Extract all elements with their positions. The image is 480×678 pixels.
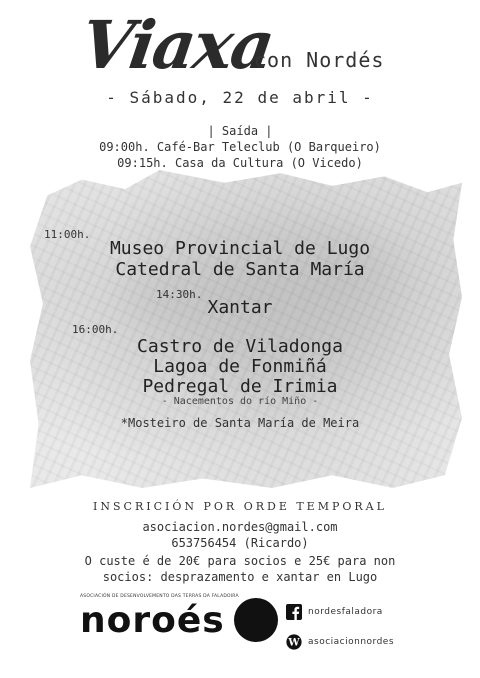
departure-line: 09:00h. Café-Bar Teleclub (O Barqueiro) bbox=[99, 140, 381, 154]
cost-line: socios: desprazamento e xantar en Lugo bbox=[102, 570, 378, 584]
extra-visit: *Mosteiro de Santa María de Meira bbox=[120, 416, 360, 430]
cost-line: O custe é de 20€ para socios e 25€ para non bbox=[84, 554, 396, 568]
wordpress-icon bbox=[286, 634, 302, 650]
facebook-icon bbox=[286, 604, 302, 620]
schedule-time: 11:00h. bbox=[44, 228, 91, 241]
departure-heading: | Saída | bbox=[207, 124, 273, 138]
nordes-logo bbox=[80, 592, 268, 662]
schedule-item: Xantar bbox=[207, 297, 273, 318]
wordpress-handle: asociacionnordes bbox=[308, 637, 395, 647]
schedule-time: 14:30h. bbox=[156, 288, 203, 301]
facebook-handle: nordesfaladora bbox=[308, 607, 383, 617]
logo-assoc-name: ASOCIACIÓN DE DESENVOLVEMENTO DAS TERRAS DA FALADOIRA bbox=[80, 594, 239, 599]
contact-phone[interactable]: 653756454 (Ricardo) bbox=[171, 536, 309, 550]
schedule-item: Pedregal de Irimia bbox=[142, 376, 338, 397]
contact-email[interactable]: asociacion.nordes@gmail.com bbox=[142, 520, 338, 534]
departure-line: 09:15h. Casa da Cultura (O Vicedo) bbox=[117, 156, 363, 170]
schedule-item: Lagoa de Fonmiñá bbox=[153, 356, 327, 377]
schedule-note: - Nacementos do río Miño - bbox=[161, 396, 319, 407]
social-wordpress[interactable] bbox=[286, 634, 394, 650]
title-script: Viaxa bbox=[76, 6, 278, 84]
schedule-item: Catedral de Santa María bbox=[115, 259, 365, 280]
social-facebook[interactable] bbox=[286, 604, 383, 620]
logo-word: noroés bbox=[80, 600, 225, 641]
logo-circle-mark bbox=[234, 598, 278, 642]
event-date: - Sábado, 22 de abril - bbox=[106, 88, 374, 107]
schedule-item: Museo Provincial de Lugo bbox=[109, 238, 371, 259]
title-subtitle: con Nordés bbox=[254, 48, 385, 72]
schedule-item: Castro de Viladonga bbox=[137, 336, 343, 357]
inscription-heading: INSCRICIÓN POR ORDE TEMPORAL bbox=[93, 500, 387, 513]
schedule-time: 16:00h. bbox=[72, 323, 119, 336]
svg-text:W: W bbox=[288, 637, 300, 649]
